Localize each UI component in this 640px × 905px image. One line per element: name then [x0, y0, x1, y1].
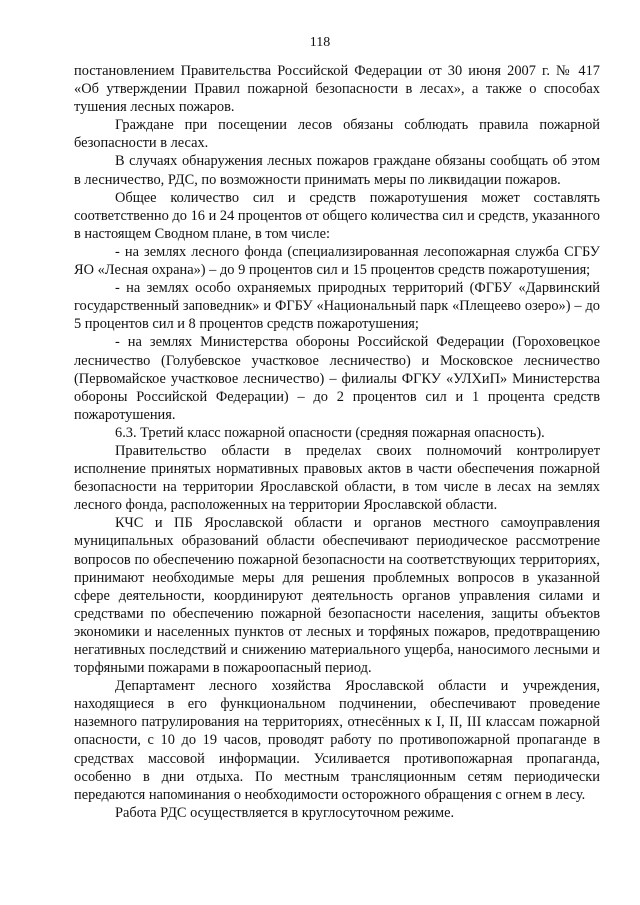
paragraph-total-forces: Общее количество сил и средств пожаротушения может составлять соответственно до 16 и 24 процентов от общего количества сил и средств, указанного в настоящем Сводном плане, в том числе: [74, 189, 600, 242]
page-number: 118 [309, 35, 331, 50]
paragraph-fire-reporting: В случаях обнаружения лесных пожаров граждане обязаны сообщать об этом в лесничество, РДС, по возможности принимать меры по ликвидации пожаров. [74, 153, 600, 188]
paragraph-government-control: Правительство области в пределах своих полномочий контролирует исполнение принятых нормативных правовых актов в части обеспечения пожарной безопасности на территории Ярославской области, в том числе в лесах на землях лесного фонда, расположенных на территории Ярославской области. [74, 442, 600, 514]
document-body [74, 62, 600, 822]
list-item-protected-territories: - на землях особо охраняемых природных территорий (ФГБУ «Дарвинский государственный заповедник» и ФГБУ «Национальный парк «Плещеево озеро») – до 5 процентов сил и 8 процентов средств пожаротушения; [74, 280, 600, 333]
section-heading-6-3: 6.3. Третий класс пожарной опасности (средняя пожарная опасность). [115, 424, 545, 441]
paragraph-citizens-obligations: Граждане при посещении лесов обязаны соблюдать правила пожарной безопасности в лесах. [74, 117, 600, 152]
paragraph-forestry-department: Департамент лесного хозяйства Ярославской области и учреждения, находящиеся в его функциональном подчинении, обеспечивают проведение наземного патрулирования на территориях, отнесённых к I, II, III классам пожарной опасности, с 10 до 19 часов, проводят работу по противопожарной пропаганде в средствах массовой информации. Усиливается противопожарная пропаганда, особенно в дни отдыха. По местным трансляционным сетям периодически передаются напоминания о необходимости осторожного обращения с огнем в лесу. [74, 678, 600, 803]
paragraph-rds-operation: Работа РДС осуществляется в круглосуточном режиме. [115, 804, 455, 821]
list-item-forest-fund: - на землях лесного фонда (специализированная лесопожарная служба СГБУ ЯО «Лесная охрана») – до 9 процентов сил и 15 процентов средств пожаротушения; [74, 243, 600, 279]
paragraph-continuation: постановлением Правительства Российской Федерации от 30 июня 2007 г. № 417 «Об утверждении Правил пожарной безопасности в лесах», а также о способах тушения лесных пожаров. [74, 63, 600, 116]
list-item-defense-ministry: - на землях Министерства обороны Российской Федерации (Гороховецкое лесничество (Голубевское участковое лесничество) и Московское лесничество (Первомайское участковое лесничество) – филиалы ФГКУ «УЛХиП» Министерства обороны Российской Федерации) – до 2 процентов сил и 1 процента средств пожаротушения. [74, 334, 600, 423]
paragraph-kchs-pb: КЧС и ПБ Ярославской области и органов местного самоуправления муниципальных образований области обеспечивают периодическое рассмотрение вопросов по обеспечению пожарной безопасности на соответствующих территориях, принимают необходимые меры для решения проблемных вопросов в указанной сфере деятельности, координируют деятельность органов управления силами и средствами по обеспечению пожарной безопасности населения, защиты объектов экономики и населенных пунктов от лесных и торфяных пожаров, предотвращению негативных последствий и снижению материального ущерба, наносимого лесными и торфяными пожарами в пожароопасный период. [74, 515, 600, 677]
